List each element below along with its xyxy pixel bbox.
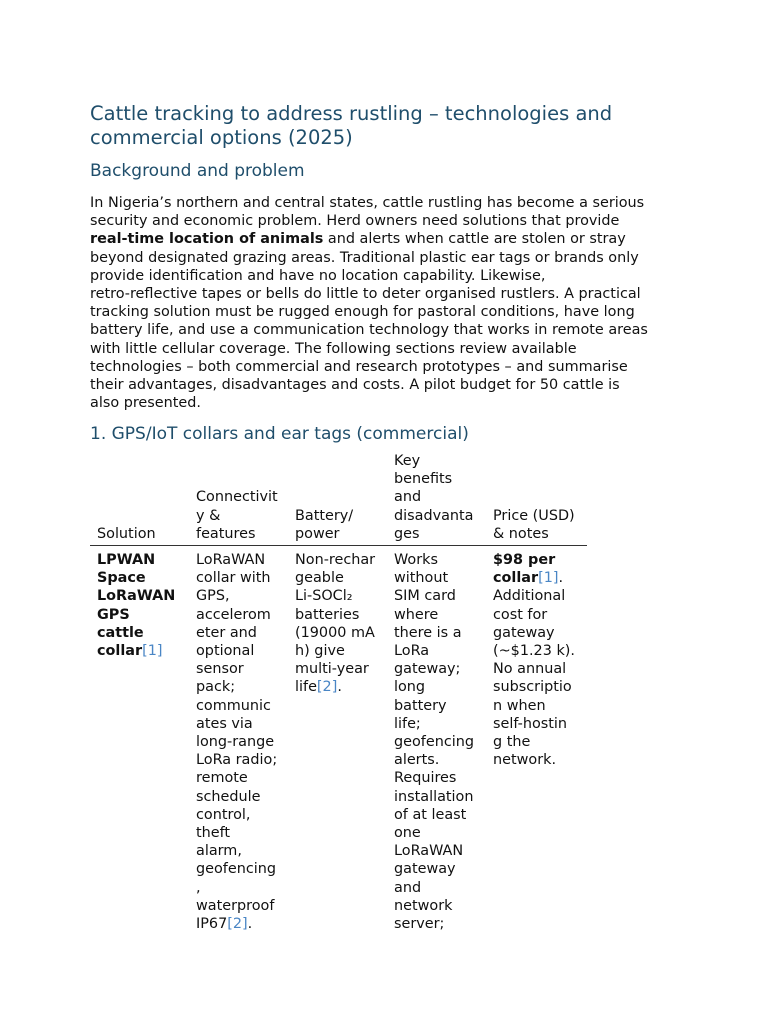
cell-text: Non-rechar [295, 552, 376, 569]
cell-solution [90, 546, 189, 934]
cell-text: eter and [196, 624, 257, 641]
cell-text: life; [394, 715, 421, 732]
citation-link[interactable]: [1] [538, 570, 559, 587]
header-text: Price (USD) [493, 507, 575, 524]
cell-text: schedule [196, 788, 261, 805]
paragraph-line: tracking solution must be rugged enough for pastoral conditions, have long [90, 304, 635, 321]
header-text: ges [394, 525, 420, 542]
cell-text: . [558, 570, 564, 587]
cell-text: LoRa radio; [196, 752, 278, 769]
cell-text: geable [295, 570, 344, 587]
cell-text: LoRaWAN [196, 552, 266, 569]
table-header-row [90, 452, 587, 546]
cell-text: accelerom [196, 606, 271, 623]
cell-text: , [196, 879, 201, 896]
cell-text: LoRaWAN [394, 843, 464, 860]
header-text: & notes [493, 525, 549, 542]
cell-text: installation [394, 788, 474, 805]
cell-text: communic [196, 697, 271, 714]
background-heading: Background and problem [90, 161, 305, 181]
cell-text: life [295, 679, 317, 696]
cell-text: theft [196, 825, 231, 842]
paragraph-line: provide identification and have no location capability. Likewise, [90, 267, 546, 284]
cell-text: (~$1.23 k). [493, 643, 575, 660]
cell-text: No annual [493, 661, 567, 678]
paragraph-line: retro-reflective tapes or bells do little to deter organised rustlers. A practical [90, 286, 641, 303]
cell-battery [288, 546, 387, 934]
cell-text: (19000 mA [295, 624, 375, 641]
cell-text: GPS [97, 606, 130, 623]
cell-text: network [394, 897, 453, 914]
cell-text: and [394, 879, 422, 896]
cell-text: ates via [196, 715, 253, 732]
cell-text: geofencing [394, 734, 474, 751]
cell-line [196, 915, 282, 933]
cell-text: gateway; [394, 661, 461, 678]
cell-text: waterproof [196, 897, 275, 914]
document-title [90, 102, 690, 150]
paragraph-line: their advantages, disadvantages and costs. A pilot budget for 50 cattle is [90, 377, 620, 394]
cell-text: Works [394, 552, 438, 569]
price-text: collar [493, 570, 539, 587]
paragraph-text: and alerts when cattle are stolen or stray [323, 231, 626, 248]
section-1-heading: 1. GPS/IoT collars and ear tags (commercial) [90, 424, 469, 444]
cell-text: . [337, 679, 342, 696]
cell-text: gateway [493, 624, 555, 641]
comparison-table [90, 452, 587, 933]
header-price [486, 452, 587, 546]
cell-text: of at least [394, 806, 467, 823]
citation-link[interactable]: [2] [227, 916, 248, 933]
cell-text: network. [493, 752, 557, 769]
cell-text: cost for [493, 606, 548, 623]
paragraph-line: with little cellular coverage. The following sections review available [90, 340, 577, 357]
header-benefits [387, 452, 486, 546]
paragraph-line: also presented. [90, 395, 201, 412]
cell-text: alerts. [394, 752, 440, 769]
header-text: y & [196, 507, 221, 524]
cell-text: Space [97, 570, 146, 587]
cell-text: Additional [493, 588, 566, 605]
cell-text: collar with [196, 570, 271, 587]
table-row [90, 546, 587, 934]
cell-text: cattle [97, 624, 144, 641]
header-connectivity [189, 452, 288, 546]
cell-text: one [394, 825, 421, 842]
cell-text: long [394, 679, 426, 696]
cell-text: remote [196, 770, 248, 787]
cell-line [97, 642, 183, 660]
header-text: Connectivit [196, 489, 278, 506]
cell-line [493, 569, 581, 587]
cell-text: pack; [196, 679, 236, 696]
cell-text: . [247, 916, 253, 933]
paragraph-line: technologies – both commercial and research prototypes – and summarise [90, 358, 628, 375]
cell-text: IP67 [196, 916, 228, 933]
cell-text: alarm, [196, 843, 242, 860]
cell-text: long-range [196, 734, 275, 751]
price-text: $98 per [493, 552, 556, 569]
cell-text: where [394, 606, 439, 623]
cell-text: gateway [394, 861, 456, 878]
header-solution [90, 452, 189, 546]
background-paragraph [90, 194, 690, 412]
header-text: Battery/ [295, 507, 354, 524]
paragraph-line [90, 230, 690, 248]
citation-link[interactable]: [1] [142, 643, 163, 660]
header-text: features [196, 525, 256, 542]
paragraph-line: security and economic problem. Herd owners need solutions that provide [90, 213, 620, 230]
cell-text: geofencing [196, 861, 276, 878]
cell-price [486, 546, 587, 934]
cell-text: LoRa [394, 643, 430, 660]
title-line: commercial options (2025) [90, 126, 353, 149]
cell-line [295, 678, 381, 696]
paragraph-line: In Nigeria’s northern and central states, cattle rustling has become a serious [90, 195, 645, 211]
cell-text: multi-year [295, 661, 369, 678]
cell-text: g the [493, 734, 531, 751]
cell-connectivity [189, 546, 288, 934]
cell-text: there is a [394, 624, 462, 641]
cell-text: LoRaWAN [97, 588, 176, 605]
header-text: benefits [394, 471, 453, 488]
header-text: disadvanta [394, 507, 474, 524]
cell-text: batteries [295, 606, 360, 623]
paragraph-line: battery life, and use a communication technology that works in remote areas [90, 322, 648, 339]
cell-text: optional [196, 643, 255, 660]
cell-text: GPS, [196, 588, 230, 605]
header-battery [288, 452, 387, 546]
title-line: Cattle tracking to address rustling – technologies and [90, 102, 613, 125]
citation-link[interactable]: [2] [316, 679, 338, 696]
cell-text: subscriptio [493, 679, 572, 696]
cell-text: without [394, 570, 449, 587]
cell-text: server; [394, 916, 445, 933]
cell-text: LPWAN [97, 552, 156, 569]
cell-text: collar [97, 643, 143, 660]
cell-text: h) give [295, 643, 345, 660]
cell-benefits [387, 546, 486, 934]
cell-text: battery [394, 697, 447, 714]
cell-text: control, [196, 806, 251, 823]
cell-text: Li-SOCl₂ [295, 588, 353, 605]
cell-text: n when [493, 697, 546, 714]
cell-text: Requires [394, 770, 457, 787]
cell-text: SIM card [394, 588, 456, 605]
header-text: power [295, 525, 340, 542]
paragraph-line: beyond designated grazing areas. Traditional plastic ear tags or brands only [90, 249, 639, 266]
cell-text: sensor [196, 661, 244, 678]
header-text: Key [394, 453, 421, 469]
cell-text: self-hostin [493, 715, 568, 732]
header-text: Solution [97, 525, 156, 542]
bold-phrase: real-time location of animals [90, 231, 324, 248]
header-text: and [394, 489, 422, 506]
